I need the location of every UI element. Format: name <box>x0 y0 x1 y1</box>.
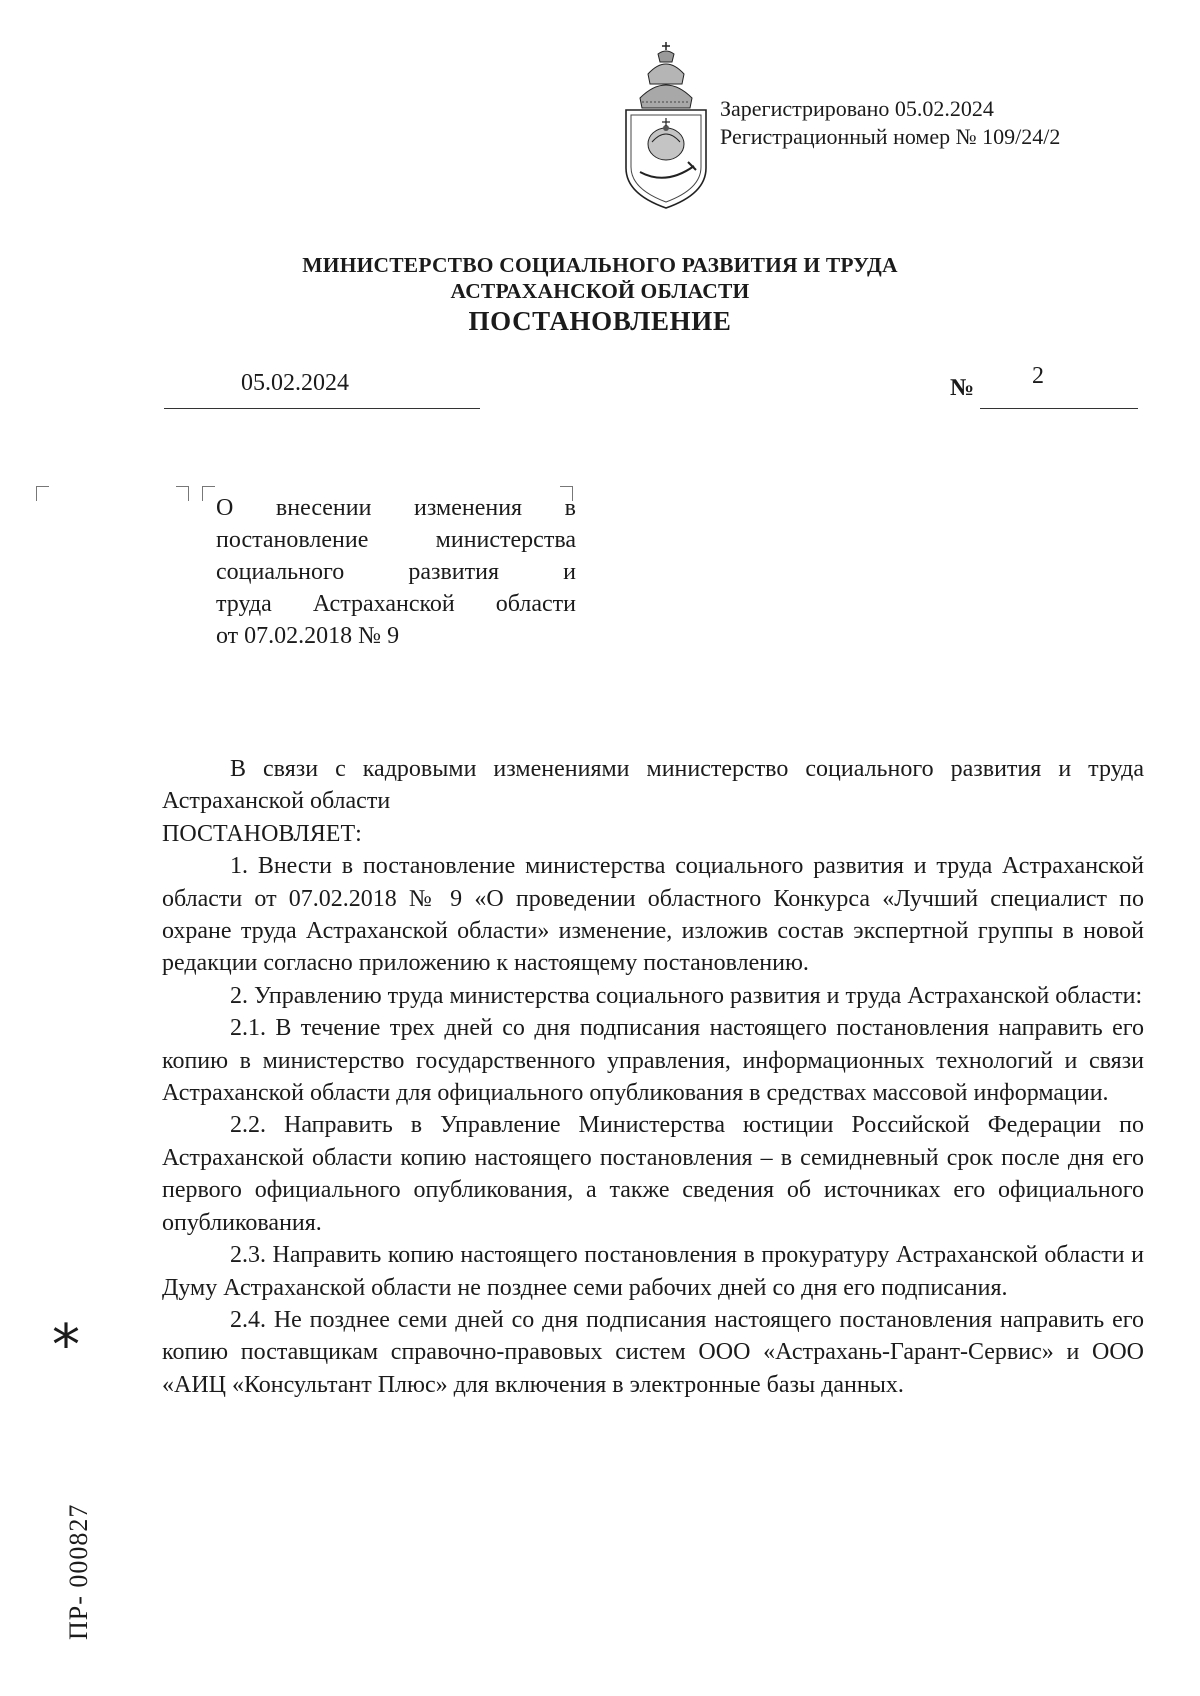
ministry-name-line2: АСТРАХАНСКОЙ ОБЛАСТИ <box>450 279 750 303</box>
document-body <box>162 753 1144 1401</box>
subject-line: О внесении изменения в <box>216 495 576 521</box>
side-form-code: ПР- 000827 <box>64 1503 93 1640</box>
corner-mark-subject-left <box>202 486 215 501</box>
registration-date: Зарегистрировано 05.02.2024 <box>720 96 994 121</box>
body-item-1: 1. Внести в постановление министерства социального развития и труда Астраханской области от 07.02.2018 № 9 «О проведении областного Конкурса «Лучший специалист по охране труда Астраханской области» изменение, изложив состав экспертной группы в новой редакции согласно приложению к настоящему постановлению. <box>162 853 1144 977</box>
body-item-2-2: 2.2. Направить в Управление Министерства юстиции Российской Федерации по Астраханской области копию настоящего постановления – в семидневный срок после дня его первого официального опубликования, а также сведения об источниках его официального опубликования. <box>162 1112 1144 1236</box>
number-underline <box>980 368 1138 409</box>
side-star-mark: * <box>52 1313 80 1378</box>
body-item-2-1: 2.1. В течение трех дней со дня подписания настоящего постановления направить его копию в министерство государственного управления, информационных технологий и связи Астраханской области для официального опубликования в средствах массовой информации. <box>162 1015 1144 1107</box>
corner-mark-left <box>36 486 49 501</box>
document-number: 2 <box>1032 363 1044 389</box>
corner-mark-inner-left <box>176 486 189 501</box>
coat-of-arms-emblem <box>622 40 710 212</box>
registration-number: Регистрационный номер № 109/24/2 <box>720 124 1061 149</box>
subject-line: труда Астраханской области <box>216 591 576 617</box>
document-subject <box>216 492 576 652</box>
number-label: № <box>950 375 975 401</box>
body-item-2: 2. Управлению труда министерства социального развития и труда Астраханской области: <box>230 982 1143 1009</box>
subject-line: постановление министерства <box>216 527 576 553</box>
document-date: 05.02.2024 <box>241 370 349 396</box>
body-item-2-3: 2.3. Направить копию настоящего постановления в прокуратуру Астраханской области и Думу Астраханской области не позднее семи рабочих дней со дня его подписания. <box>162 1242 1144 1301</box>
subject-line: от 07.02.2018 № 9 <box>216 623 400 649</box>
body-item-2-4: 2.4. Не позднее семи дней со дня подписания настоящего постановления направить его копию поставщикам справочно-правовых систем ООО «Астрахань-Гарант-Сервис» и ООО «АИЦ «Консультант Плюс» для включения в электронные базы данных. <box>162 1306 1144 1398</box>
document-type-title: ПОСТАНОВЛЕНИЕ <box>468 306 732 336</box>
body-intro: В связи с кадровыми изменениями министерство социального развития и труда Астраханской области <box>162 756 1144 815</box>
ministry-name-line1: МИНИСТЕРСТВО СОЦИАЛЬНОГО РАЗВИТИЯ И ТРУДА <box>302 253 898 277</box>
subject-line: социального развития и <box>216 559 576 585</box>
body-decree: ПОСТАНОВЛЯЕТ: <box>162 820 362 847</box>
